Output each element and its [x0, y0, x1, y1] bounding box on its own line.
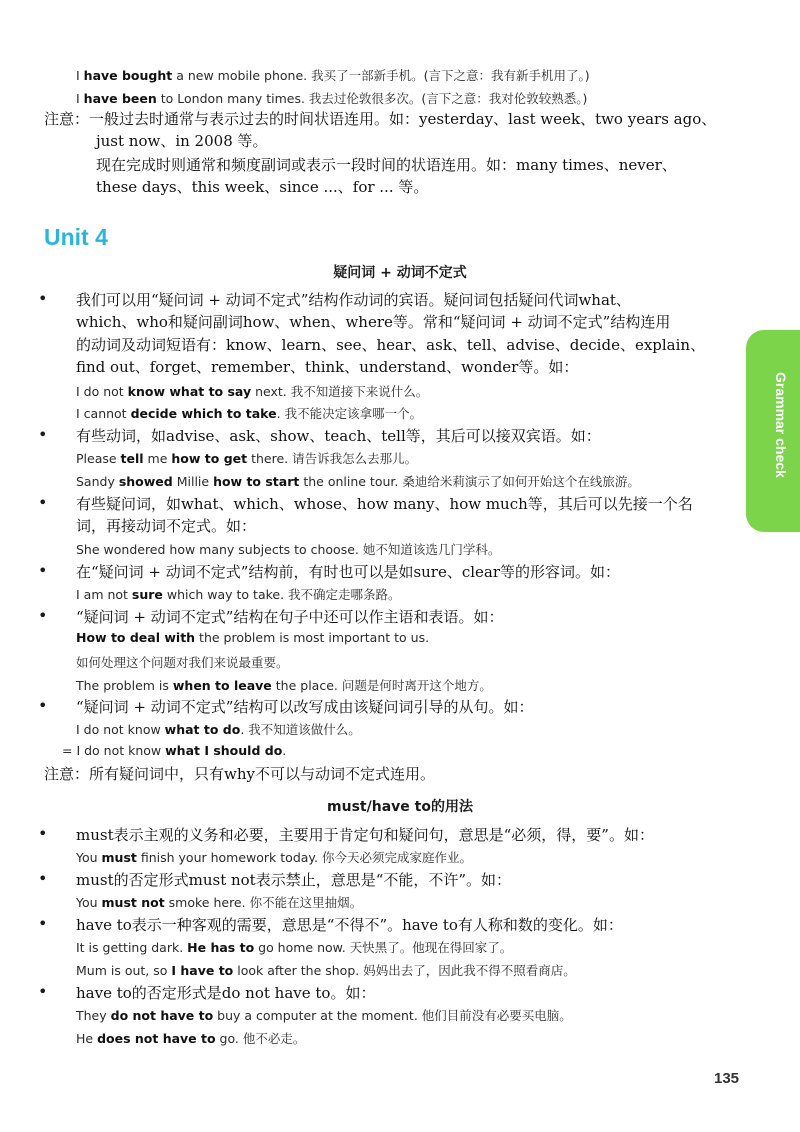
note-line: these days、this week、since ...、for ... 等。: [96, 178, 429, 196]
example-line: I do not know what to say next. 我不知道接下来说什么。: [76, 384, 429, 399]
bullet: •: [38, 696, 48, 715]
section-heading: 疑问词 + 动词不定式: [333, 265, 467, 281]
example-line: I cannot decide which to take. 我不能决定该拿哪一个。: [76, 406, 423, 421]
section-heading: must/have to的用法: [327, 799, 473, 815]
bullet-text: 有些疑问词，如what、which、whose、how many、how much等，其后可以先接一个名: [76, 495, 693, 513]
bullet: •: [38, 606, 48, 625]
example-line: I have bought a new mobile phone. 我买了一部新手机。(言下之意：我有新手机用了。): [76, 68, 590, 83]
example-line: Sandy showed Millie how to start the online tour. 桑迪给米莉演示了如何开始这个在线旅游。: [76, 474, 640, 489]
bullet: •: [38, 289, 48, 308]
note-line: 注意：一般过去时通常与表示过去的时间状语连用。如：yesterday、last week、two years ago、: [44, 110, 717, 128]
bullet-text: “疑问词 + 动词不定式”结构可以改写成由该疑问词引导的从句。如：: [76, 698, 534, 716]
bullet-text: 的动词及动词短语有：know、learn、see、hear、ask、tell、advise、decide、explain、: [76, 336, 706, 354]
bullet-text: have to表示一种客观的需要，意思是“不得不”。have to有人称和数的变化。如：: [76, 916, 623, 934]
example-line: I am not sure which way to take. 我不确定走哪条路。: [76, 587, 401, 602]
example-line: Mum is out, so I have to look after the shop. 妈妈出去了，因此我不得不照看商店。: [76, 963, 576, 978]
bullet: •: [38, 824, 48, 843]
example-line: = I do not know what I should do.: [62, 743, 287, 758]
example-line: You must not smoke here. 你不能在这里抽烟。: [76, 895, 363, 910]
note-line: 注意：所有疑问词中，只有why不可以与动词不定式连用。: [44, 765, 435, 783]
example-line: She wondered how many subjects to choose. 她不知道该选几门学科。: [76, 542, 501, 557]
unit-title: Unit 4: [44, 224, 108, 250]
example-line: I do not know what to do. 我不知道该做什么。: [76, 722, 361, 737]
bullet-text: find out、forget、remember、think、understand、wonder等。如：: [76, 358, 579, 376]
example-line: He does not have to go. 他不必走。: [76, 1031, 306, 1046]
bullet: •: [38, 425, 48, 444]
example-line: They do not have to buy a computer at the moment. 他们目前没有必要买电脑。: [76, 1008, 572, 1023]
bullet: •: [38, 561, 48, 580]
bullet: •: [38, 982, 48, 1001]
bullet-text: 有些动词，如advise、ask、show、teach、tell等，其后可以接双宾语。如：: [76, 427, 601, 445]
note-line: just now、in 2008 等。: [96, 132, 268, 150]
example-line: It is getting dark. He has to go home now. 天快黑了。他现在得回家了。: [76, 940, 513, 955]
bullet-text: “疑问词 + 动词不定式”结构在句子中还可以作主语和表语。如：: [76, 608, 504, 626]
note-line: 现在完成时则通常和频度副词或表示一段时间的状语连用。如：many times、never、: [96, 156, 677, 174]
bullet: •: [38, 914, 48, 933]
example-line: I have been to London many times. 我去过伦敦很多次。(言下之意：我对伦敦较熟悉。): [76, 91, 588, 106]
bullet-text: must表示主观的义务和必要，主要用于肯定句和疑问句，意思是“必须，得，要”。如：: [76, 826, 654, 844]
bullet-text: 词，再接动词不定式。如：: [76, 517, 257, 535]
grammar-check-label: Grammar check: [773, 372, 789, 478]
bullet-text: 在“疑问词 + 动词不定式”结构前，有时也可以是如sure、clear等的形容词。如：: [76, 563, 621, 581]
bullet-text: must的否定形式must not表示禁止，意思是“不能，不许”。如：: [76, 871, 512, 889]
bullet-text: 我们可以用“疑问词 + 动词不定式”结构作动词的宾语。疑问词包括疑问代词what、: [76, 291, 631, 309]
page-number: 135: [714, 1070, 740, 1087]
bullet-text: which、who和疑问副词how、when、where等。常和“疑问词 + 动词不定式”结构连用: [76, 313, 671, 331]
bullet: •: [38, 869, 48, 888]
example-line: 如何处理这个问题对我们来说最重要。: [76, 655, 289, 670]
example-line: How to deal with the problem is most important to us.: [76, 630, 430, 645]
bullet: •: [38, 493, 48, 512]
example-line: You must finish your homework today. 你今天必须完成家庭作业。: [76, 850, 472, 865]
example-line: The problem is when to leave the place. 问题是何时离开这个地方。: [76, 678, 492, 693]
bullet-text: have to的否定形式是do not have to。如：: [76, 984, 376, 1002]
example-line: Please tell me how to get there. 请告诉我怎么去那儿。: [76, 451, 418, 466]
